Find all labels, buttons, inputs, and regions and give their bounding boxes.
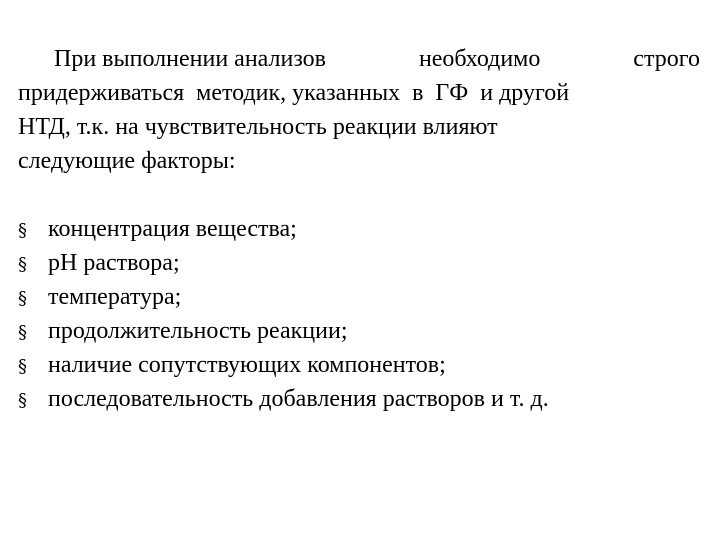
list-item (18, 280, 549, 314)
bullet-icon: § (18, 322, 27, 343)
bullet-icon: § (18, 288, 27, 309)
bullet-icon: § (18, 356, 27, 377)
factor-text: последовательность добавления растворов и т. д. (48, 386, 549, 412)
factor-text: температура; (48, 284, 182, 310)
factor-text: pH раствора; (48, 250, 180, 276)
list-item (18, 348, 549, 382)
intro-line-1 (18, 42, 700, 76)
intro-line-3: НТД, т.к. на чувствительность реакции влияют (18, 114, 498, 140)
intro-line-4: следующие факторы: (18, 148, 236, 174)
list-item (18, 246, 549, 280)
bullet-icon: § (18, 390, 27, 411)
intro-line-1-part-2: необходимо (418, 46, 541, 72)
factor-text: продолжительность реакции; (48, 318, 348, 344)
factor-text: наличие сопутствующих компонентов; (48, 352, 446, 378)
bullet-icon: § (18, 220, 27, 241)
intro-paragraph (18, 42, 700, 178)
bullet-icon: § (18, 254, 27, 275)
intro-line-1-part-1: При выполнении анализов (54, 46, 327, 72)
intro-line-2: придерживаться методик, указанных в ГФ и другой (18, 80, 570, 106)
intro-line-1-part-3: строго (633, 46, 700, 72)
list-item (18, 212, 549, 246)
list-item (18, 382, 549, 416)
list-item (18, 314, 549, 348)
factor-list (18, 212, 549, 416)
factor-text: концентрация вещества; (48, 216, 297, 242)
